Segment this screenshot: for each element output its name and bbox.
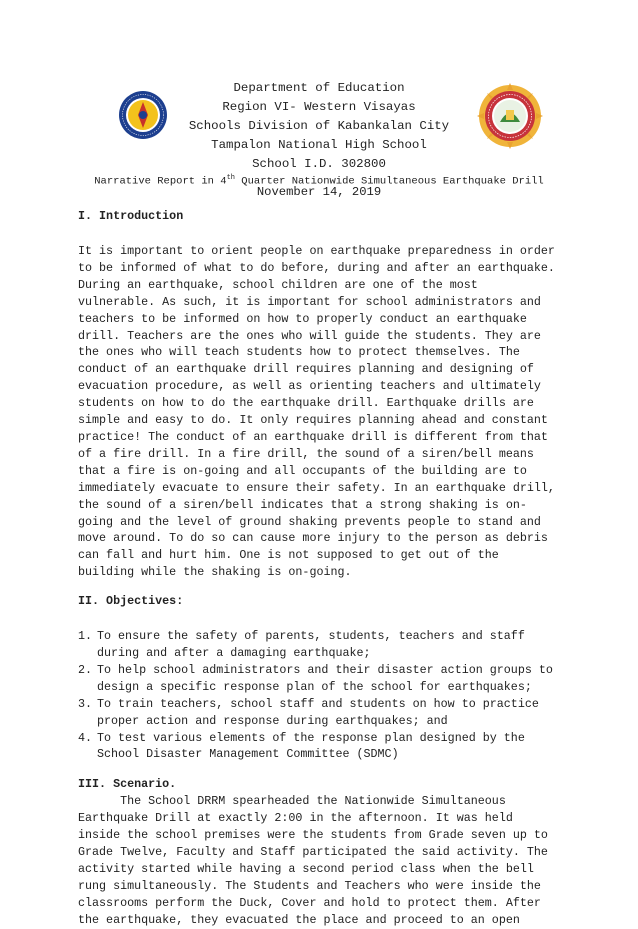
paragraph-line: During an earthquake, school children are one of the most [78,277,478,292]
header-line-school: Tampalon National High School [211,138,427,152]
header-line-region: Region VI- Western Visayas [222,100,416,114]
paragraph-line: that a fire is on-going and all occupants of the building are to [78,463,527,478]
section-heading-objectives: II. Objectives: [78,594,184,609]
document-header [0,79,638,174]
paragraph-line: classrooms perform the Duck, Cover and hold to protect them. After [78,895,541,910]
paragraph-line: can fall and hurt him. One is not supposed to get out of the [78,548,499,563]
paragraph-line: move around. To do so can cause more injury to the person as debris [78,531,548,546]
paragraph-line: to be informed of what to do before, during and after an earthquake. [78,260,555,275]
paragraph-line: Earthquake Drill at exactly 2:00 in the afternoon. It was held [78,811,513,826]
paragraph-line: It is important to orient people on earthquake preparedness in order [78,244,555,258]
header-line-department: Department of Education [233,81,405,95]
section-heading-introduction: I. Introduction [78,209,184,223]
report-body [78,208,568,929]
paragraph-line: The School DRRM spearheaded the Nationwide Simultaneous [78,794,506,809]
header-line-school-id: School I.D. 302800 [252,157,386,171]
report-title: Narrative Report in 4th Quarter Nationwide Simultaneous Earthquake Drill [94,174,544,188]
paragraph-line: Grade Twelve, Faculty and Staff participated the said activity. The [78,845,548,860]
paragraph-line: teachers to be informed on how to properly conduct an earthquake [78,311,527,326]
paragraph-line: students on how to do the earthquake drill. Earthquake drills are [78,396,534,411]
paragraph-line: the earthquake, they evacuated the place and proceed to an open [78,912,520,927]
paragraph-line: rung simultaneously. The Students and Teachers who were inside the [78,878,541,893]
paragraph-line: going and the level of ground shaking prevents people to stand and [78,514,541,529]
list-item: 1. To ensure the safety of parents, students, teachers and staff during and after a damaging earthquake; [78,629,525,661]
paragraph-line: building while the shaking is on-going. [78,565,352,580]
paragraph-line: the ones who will teach students how to protect themselves. The [78,345,520,360]
paragraph-line: immediately evacuate to ensure their safety. In an earthquake drill, [78,480,555,495]
paragraph-line: vulnerable. As such, it is important for school administrators and [78,294,541,309]
list-item: 4. To test various elements of the response plan designed by the School Disaster Management Committee (SDMC) [78,730,525,762]
paragraph-line: evacuation procedure, as well as orienting teachers and ultimately [78,379,541,394]
paragraph-line: of a fire drill. In a fire drill, the sound of a siren/bell means [78,446,534,461]
paragraph-line: the sound of a siren/bell indicates that a strong shaking is on- [78,497,527,512]
paragraph-line: drill. Teachers are the ones who will guide the students. They are [78,328,541,343]
section-heading-scenario: III. Scenario. [78,777,177,792]
paragraph-line: simple and easy to do. It only requires planning ahead and constant [78,413,548,428]
list-item: 2. To help school administrators and their disaster action groups to design a specific response plan of the school for earthquakes; [78,662,553,694]
paragraph-line: activity started while having a second period class when the bell [78,862,534,876]
paragraph-line: inside the school premises were the students from Grade seven up to [78,828,548,843]
paragraph-line: practice! The conduct of an earthquake drill is different from that [78,429,548,444]
introduction-paragraph [78,243,568,581]
header-line-division: Schools Division of Kabankalan City [188,119,450,133]
report-date: November 14, 2019 [256,185,382,199]
paragraph-line: conduct of an earthquake drill requires planning and designing of [78,362,534,377]
scenario-paragraph [78,793,568,928]
list-item: 3. To train teachers, school staff and students on how to practice proper action and response during earthquakes; and [78,696,539,728]
objectives-list [78,628,568,763]
